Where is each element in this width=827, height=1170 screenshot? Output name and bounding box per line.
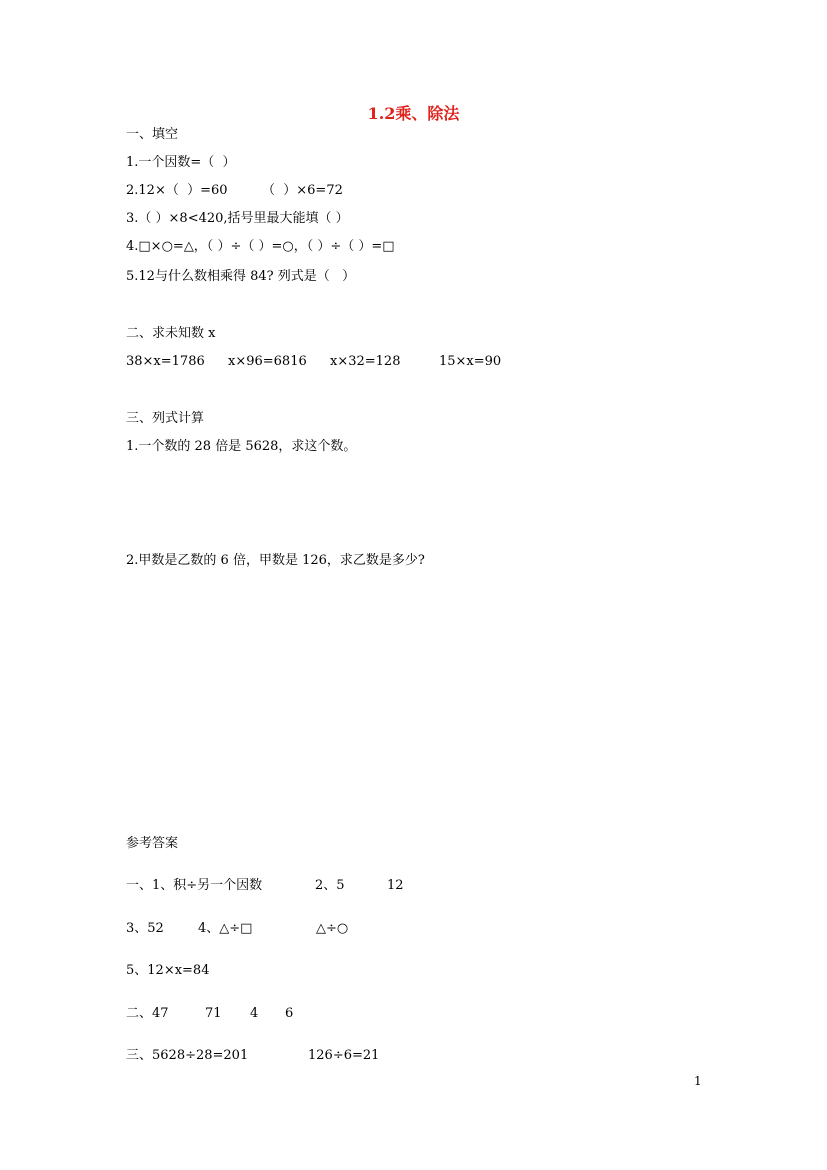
section2-heading: 二、求未知数 x — [126, 326, 216, 341]
answer-4c: 4 — [250, 1006, 259, 1021]
page-title: 1.2乘、除法 — [367, 104, 460, 123]
answer-1b: 2、5 — [315, 878, 345, 893]
question-3-2: 2.甲数是乙数的 6 倍，甲数是 126，求乙数是多少? — [126, 553, 425, 568]
equation-4: 15×x=90 — [439, 354, 502, 369]
question-3-1: 1.一个数的 28 倍是 5628，求这个数。 — [126, 439, 357, 454]
page-number: 1 — [694, 1074, 702, 1088]
question-1-1: 1.一个因数=（ ） — [126, 155, 236, 170]
question-1-4: 4.□×○=△，（ ）÷（ ）=○，（ ）÷（ ）=□ — [126, 239, 395, 254]
answer-1c: 12 — [387, 878, 404, 893]
answers-heading: 参考答案 — [126, 836, 179, 851]
answer-4b: 71 — [205, 1006, 222, 1021]
answer-5b: 126÷6=21 — [308, 1048, 380, 1063]
question-1-5: 5.12与什么数相乘得 84? 列式是（ ） — [126, 269, 356, 284]
answer-2a: 3、52 — [126, 921, 164, 936]
answer-2b: 4、△÷□ — [198, 921, 253, 936]
answer-4a: 二、47 — [126, 1006, 169, 1021]
section1-heading: 一、填空 — [126, 127, 179, 142]
answer-5a: 三、5628÷28=201 — [126, 1048, 249, 1063]
answer-3: 5、12×x=84 — [126, 963, 210, 978]
question-1-3: 3.（ ）×8<420,括号里最大能填（ ） — [126, 211, 349, 226]
equation-2: x×96=6816 — [228, 354, 307, 369]
answer-1a: 一、1、积÷另一个因数 — [126, 878, 263, 893]
equation-1: 38×x=1786 — [126, 354, 205, 369]
equation-3: x×32=128 — [330, 354, 401, 369]
section3-heading: 三、列式计算 — [126, 411, 205, 426]
question-1-2b: （ ）×6=72 — [262, 183, 343, 198]
answer-4d: 6 — [285, 1006, 294, 1021]
question-1-2a: 2.12×（ ）=60 — [126, 183, 228, 198]
answer-2c: △÷○ — [316, 921, 349, 936]
